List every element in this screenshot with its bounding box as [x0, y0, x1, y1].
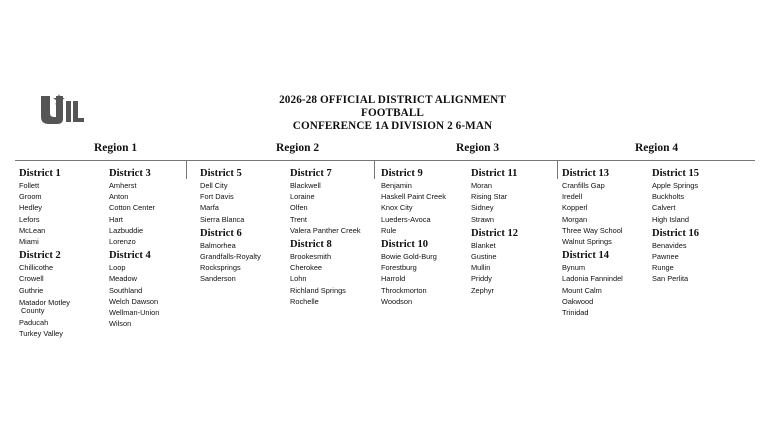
region-4-title: Region 4	[635, 142, 679, 154]
team-name: Lueders-Avoca	[381, 214, 431, 224]
team-name: Mullin	[471, 263, 491, 273]
team-name: Ladonia Fannindel	[562, 274, 623, 284]
team-name: Oakwood	[562, 296, 594, 306]
team-name: Pawnee	[652, 252, 679, 262]
region-separator	[374, 160, 375, 179]
team-name: Walnut Springs	[562, 237, 612, 247]
district-column	[109, 167, 159, 329]
district-heading: District 12	[471, 227, 518, 239]
team-name: Throckmorton	[381, 285, 427, 295]
team-name: Harrold	[381, 274, 406, 284]
team-name: Amherst	[109, 181, 137, 190]
team-name: Knox City	[381, 203, 413, 213]
team-name: Fort Davis	[200, 192, 234, 202]
team-name: Olfen	[290, 203, 308, 213]
district-column	[19, 167, 70, 339]
team-name: Kopperl	[562, 203, 588, 213]
team-name: Forestburg	[381, 263, 417, 273]
team-name: Lorenzo	[109, 237, 136, 247]
team-name: Benavides	[652, 240, 687, 250]
team-name: Zephyr	[471, 285, 495, 295]
team-name: Grandfalls-Royalty	[200, 252, 261, 262]
district-heading: District 5	[200, 168, 242, 179]
team-name: Trent	[290, 214, 307, 224]
team-name: Rising Star	[471, 192, 508, 202]
district-heading: District 10	[381, 239, 428, 251]
district-heading: District 13	[562, 168, 609, 179]
team-name: Welch Dawson	[109, 296, 159, 306]
team-name: Crowell	[19, 274, 44, 284]
team-name: Rule	[381, 225, 397, 235]
team-name: Cranfills Gap	[562, 181, 605, 190]
team-name: McLean	[19, 225, 46, 235]
team-name: Rochelle	[290, 296, 319, 306]
header-title-line: 2026-28 OFFICIAL DISTRICT ALIGNMENT	[279, 94, 506, 106]
team-name: Paducah	[19, 317, 49, 327]
document-header	[230, 94, 555, 134]
team-name: Loraine	[290, 192, 315, 202]
team-name: Matador Motley County	[19, 297, 70, 316]
logo-text: UIL	[40, 94, 42, 95]
team-name: Bynum	[562, 263, 586, 273]
team-name: Hedley	[19, 203, 43, 213]
region-divider-line	[15, 160, 755, 161]
district-heading: District 6	[200, 227, 242, 239]
district-heading: District 8	[290, 239, 332, 251]
team-name: Balmorhea	[200, 240, 236, 250]
team-name: Apple Springs	[652, 181, 699, 190]
district-heading: District 15	[652, 168, 699, 179]
district-column	[652, 167, 699, 285]
team-name: Wilson	[109, 319, 132, 329]
team-name: Southland	[109, 285, 143, 295]
team-name: Calvert	[652, 203, 676, 213]
team-name: Three Way School	[562, 225, 623, 235]
team-name: Priddy	[471, 274, 492, 284]
team-name: Mount Calm	[562, 285, 602, 295]
team-name: Valera Panther Creek	[290, 225, 361, 235]
region-1-title: Region 1	[94, 142, 138, 154]
team-name: Benjamin	[381, 181, 412, 190]
district-heading: District 9	[381, 168, 423, 179]
district-column	[562, 167, 623, 318]
district-column	[290, 167, 361, 307]
header-conference-line: CONFERENCE 1A DIVISION 2 6-MAN	[292, 120, 493, 133]
region-3-title: Region 3	[456, 142, 500, 154]
team-name: Blackwell	[290, 181, 321, 190]
team-name: Wellman-Union	[109, 308, 160, 318]
district-heading: District 4	[109, 250, 151, 262]
district-heading: District 2	[19, 250, 61, 262]
team-name: Moran	[471, 181, 492, 190]
team-name: Turkey Valley	[19, 329, 63, 339]
team-name: Bowie Gold-Burg	[381, 252, 437, 262]
district-column	[471, 167, 518, 296]
district-heading: District 1	[19, 168, 61, 179]
district-heading: District 14	[562, 250, 609, 262]
team-name: Marfa	[200, 203, 219, 213]
uil-logo	[40, 94, 84, 126]
team-name: Blanket	[471, 240, 496, 250]
team-name: Anton	[109, 192, 129, 202]
team-name: Meadow	[109, 274, 137, 284]
team-name: Lohn	[290, 274, 307, 284]
team-name: Gustine	[471, 252, 497, 262]
team-name: Richland Springs	[290, 285, 346, 295]
header-sport-line: FOOTBALL	[361, 107, 424, 120]
team-name: Sanderson	[200, 274, 236, 284]
district-heading: District 7	[290, 168, 332, 179]
team-name: Woodson	[381, 296, 413, 306]
team-name: Chillicothe	[19, 263, 54, 273]
team-name: Rocksprings	[200, 263, 241, 273]
team-name: San Perlita	[652, 274, 689, 284]
team-name: Lefors	[19, 214, 40, 224]
district-heading: District 3	[109, 168, 151, 179]
team-name: Follett	[19, 181, 40, 190]
team-name: Buckholts	[652, 192, 685, 202]
team-name: Loop	[109, 263, 126, 273]
team-name: Brookesmith	[290, 252, 332, 262]
team-name: Hart	[109, 214, 123, 224]
district-heading: District 16	[652, 227, 699, 239]
team-name: Morgan	[562, 214, 588, 224]
team-name: Sierra Blanca	[200, 214, 245, 224]
region-2-title: Region 2	[276, 142, 320, 154]
team-name: Dell City	[200, 181, 228, 190]
team-name: Lazbuddie	[109, 225, 144, 235]
team-name: Trinidad	[562, 308, 589, 318]
district-heading: District 11	[471, 168, 518, 179]
team-name: High Island	[652, 214, 689, 224]
team-name: Haskell Paint Creek	[381, 192, 446, 202]
team-name: Guthrie	[19, 285, 44, 295]
district-column	[200, 167, 261, 285]
team-name: Runge	[652, 263, 674, 273]
team-name: Strawn	[471, 214, 495, 224]
team-name: Miami	[19, 237, 39, 247]
team-name: Iredell	[562, 192, 583, 202]
team-name: Cotton Center	[109, 203, 156, 213]
region-separator	[186, 160, 187, 179]
region-separator	[557, 160, 558, 179]
district-column	[381, 167, 446, 307]
team-name: Groom	[19, 192, 42, 202]
team-name: Cherokee	[290, 263, 323, 273]
team-name: Sidney	[471, 203, 494, 213]
